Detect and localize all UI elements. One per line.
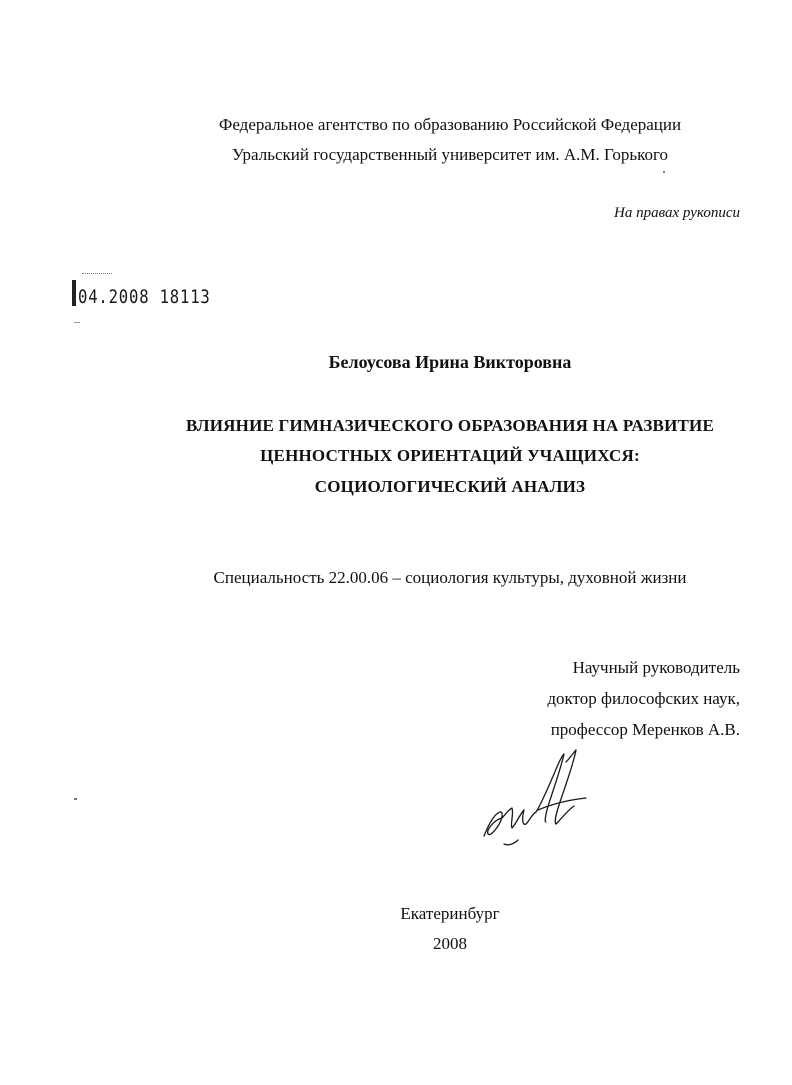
city: Екатеринбург bbox=[400, 904, 500, 923]
supervisor-degree: доктор философских наук, bbox=[547, 689, 740, 708]
archive-code: 04.2008 18113 bbox=[78, 286, 211, 308]
scan-speck bbox=[74, 322, 80, 323]
specialty-line: Специальность 22.00.06 – социология культуры, духовной жизни bbox=[213, 568, 687, 587]
title-line: ЦЕННОСТНЫХ ОРИЕНТАЦИЙ УЧАЩИХСЯ: bbox=[260, 446, 640, 465]
scan-speck bbox=[663, 171, 665, 173]
author-name: Белоусова Ирина Викторовна bbox=[328, 352, 572, 372]
university-line: Уральский государственный университет им. А.М. Горького bbox=[231, 145, 669, 164]
scan-speck bbox=[74, 798, 77, 800]
agency-line: Федеральное агентство по образованию Российской Федерации bbox=[218, 115, 682, 134]
supervisor-name: профессор Меренков А.В. bbox=[550, 720, 740, 739]
supervisor-role: Научный руководитель bbox=[572, 658, 740, 677]
handwritten-signature bbox=[478, 748, 608, 848]
scan-speck bbox=[82, 273, 112, 276]
title-line: ВЛИЯНИЕ ГИМНАЗИЧЕСКОГО ОБРАЗОВАНИЯ НА РАЗВИТИЕ bbox=[185, 416, 715, 435]
barcode-mark bbox=[72, 280, 76, 306]
year: 2008 bbox=[433, 934, 467, 953]
rights-note: На правах рукописи bbox=[614, 205, 740, 221]
title-line: СОЦИОЛОГИЧЕСКИЙ АНАЛИЗ bbox=[314, 477, 586, 496]
